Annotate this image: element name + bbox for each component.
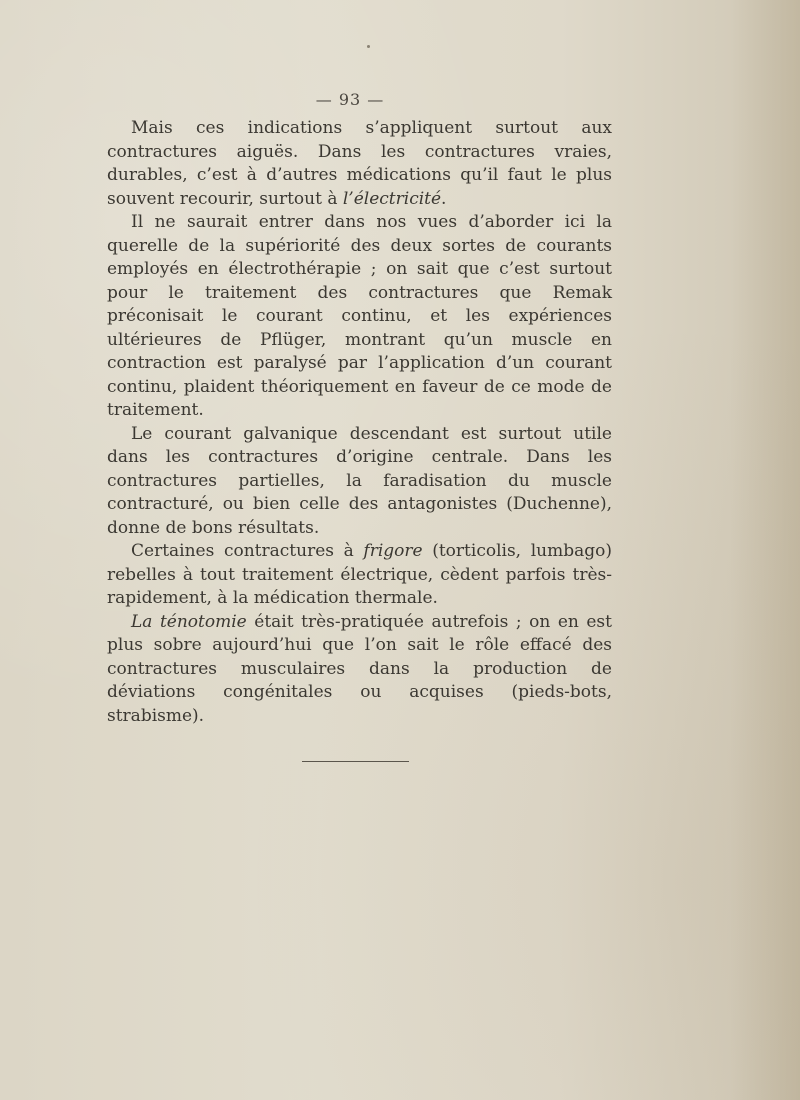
page-edge-shadow — [730, 0, 800, 1100]
paragraph-3 — [107, 423, 612, 541]
paragraph-3-text: Le courant galvanique descendant est surtout utile dans les contractures d’origine centrale. Dans les contractures partielles, la faradisation du muscle contracturé, ou bien celle des antagonistes (Duchenne), donne de bons résultats. — [107, 423, 612, 538]
paragraph-2-text: Il ne saurait entrer dans nos vues d’aborder ici la querelle de la supériorité des deux sortes de courants employés en électrothérapie ; on sait que c’est surtout pour le traitement des contractures que Remak préconisait le courant continu, et les expériences ultérieures de Pflüger, montrant qu’un muscle en contraction est paralysé par l’application d’un courant continu, plaident théoriquement en faveur de ce mode de traitement. — [107, 212, 612, 420]
paragraph-5-text: était très-pratiquée autrefois ; on en est plus sobre aujourd’hui que l’on sait le rôle effacé des contractures musculaires dans la production de déviations congénitales ou acquises (pieds-bots, strabisme). — [107, 611, 612, 726]
paragraph-1 — [107, 117, 612, 211]
paragraph-4-lead: Certaines contractures à — [131, 541, 364, 561]
paragraph-5-emphasis: La ténotomie — [131, 611, 247, 632]
paragraph-4-text: (torticolis, lumbago) rebelles à tout traitement électrique, cèdent parfois très-rapidement, à la médication thermale. — [107, 541, 612, 608]
paragraph-4-emphasis: frigore — [363, 541, 423, 561]
paragraph-5 — [107, 611, 612, 729]
end-rule — [302, 761, 409, 762]
page-number: — 93 — — [315, 90, 385, 109]
paragraph-1-tail: . — [441, 188, 447, 209]
paragraph-1-emphasis: l’électricité — [342, 188, 442, 209]
paper-speck — [367, 45, 370, 48]
paragraph-1-text: Mais ces indications s’appliquent surtout aux contractures aiguës. Dans les contractures vraies, durables, c’est à d’autres médications qu’il faut le plus souvent recourir, surtout à — [107, 118, 612, 209]
paragraph-2 — [107, 211, 612, 423]
paragraph-4 — [107, 540, 612, 611]
body-text — [107, 117, 612, 728]
